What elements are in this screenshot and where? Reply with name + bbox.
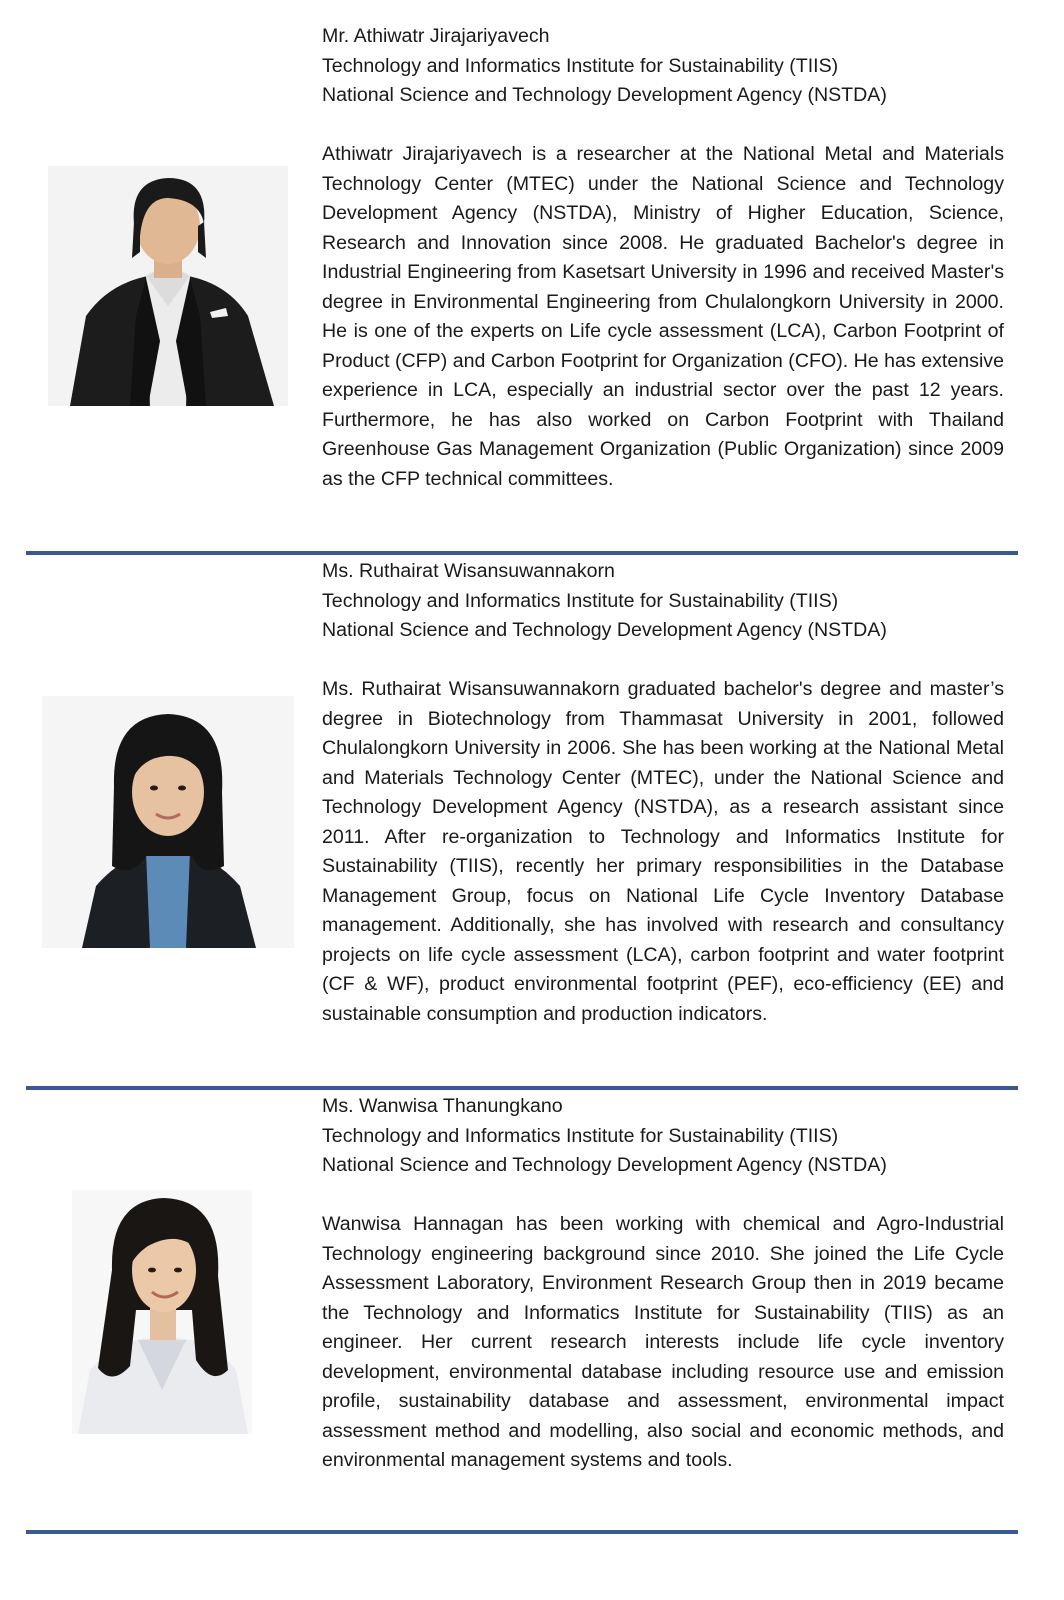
section-divider-2 bbox=[26, 1086, 1018, 1090]
profile-3-text bbox=[322, 1092, 1004, 1476]
profile-2-text bbox=[322, 557, 1004, 1029]
woman-portrait-icon bbox=[72, 1190, 252, 1434]
profile-3-bio: Wanwisa Hannagan has been working with chemical and Agro-Industrial Technology engineering background since 2010. She joined the Life Cycle Assessment Laboratory, Environment Research Group then in 2019 became the Technology and Informatics Institute for Sustainability (TIIS) as an engineer. Her current research interests include life cycle inventory development, environmental database including resource use and emission profile, sustainability database and assessment, environmental impact assessment method and modelling, also social and economic methods, and environmental management systems and tools. bbox=[322, 1213, 1004, 1471]
profile-3-name: Ms. Wanwisa Thanungkano bbox=[322, 1095, 563, 1117]
profile-2-bio: Ms. Ruthairat Wisansuwannakorn graduated bachelor's degree and master’s degree in Biotechnology from Thammasat University in 2001, followed Chulalongkorn University in 2006. She has been working at the National Metal and Materials Technology Center (MTEC), under the National Science and Technology Development Agency (NSTDA), as a research assistant since 2011. After re-organization to Technology and Informatics Institute for Sustainability (TIIS), recently her primary responsibilities in the Database Management Group, focus on National Life Cycle Inventory Database management. Additionally, she has involved with research and consultancy projects on life cycle assessment (LCA), carbon footprint and water footprint (CF & WF), product environmental footprint (PEF), eco-efficiency (EE) and sustainable consumption and production indicators. bbox=[322, 678, 1004, 1025]
profile-2-agency: National Science and Technology Development Agency (NSTDA) bbox=[322, 619, 887, 641]
section-divider-1 bbox=[26, 551, 1018, 555]
profile-2-name: Ms. Ruthairat Wisansuwannakorn bbox=[322, 560, 615, 582]
woman-portrait-icon bbox=[42, 696, 294, 948]
profile-2-photo bbox=[42, 696, 294, 948]
profile-1-bio: Athiwatr Jirajariyavech is a researcher at the National Metal and Materials Technology Center (MTEC) under the National Science and Technology Development Agency (NSTDA), Ministry of Higher Education, Science, Research and Innovation since 2008. He graduated Bachelor's degree in Industrial Engineering from Kasetsart University in 1996 and received Master's degree in Environmental Engineering from Chulalongkorn University in 2000. He is one of the experts on Life cycle assessment (LCA), Carbon Footprint of Product (CFP) and Carbon Footprint for Organization (CFO). He has extensive experience in LCA, especially an industrial sector over the past 12 years. Furthermore, he has also worked on Carbon Footprint with Thailand Greenhouse Gas Management Organization (Public Organization) since 2009 as the CFP technical committees. bbox=[322, 143, 1004, 490]
man-portrait-icon bbox=[48, 166, 288, 406]
profile-1-agency: National Science and Technology Development Agency (NSTDA) bbox=[322, 84, 887, 106]
profile-1-text bbox=[322, 22, 1004, 494]
profile-3-agency: National Science and Technology Development Agency (NSTDA) bbox=[322, 1154, 887, 1176]
profile-3-photo bbox=[72, 1190, 252, 1434]
profile-2-institute: Technology and Informatics Institute for Sustainability (TIIS) bbox=[322, 589, 839, 612]
section-divider-3 bbox=[26, 1530, 1018, 1534]
profile-3-institute: Technology and Informatics Institute for Sustainability (TIIS) bbox=[322, 1124, 839, 1147]
profile-1-photo bbox=[48, 166, 288, 406]
profile-1-name: Mr. Athiwatr Jirajariyavech bbox=[322, 25, 550, 47]
profile-1-institute: Technology and Informatics Institute for Sustainability (TIIS) bbox=[322, 54, 839, 77]
